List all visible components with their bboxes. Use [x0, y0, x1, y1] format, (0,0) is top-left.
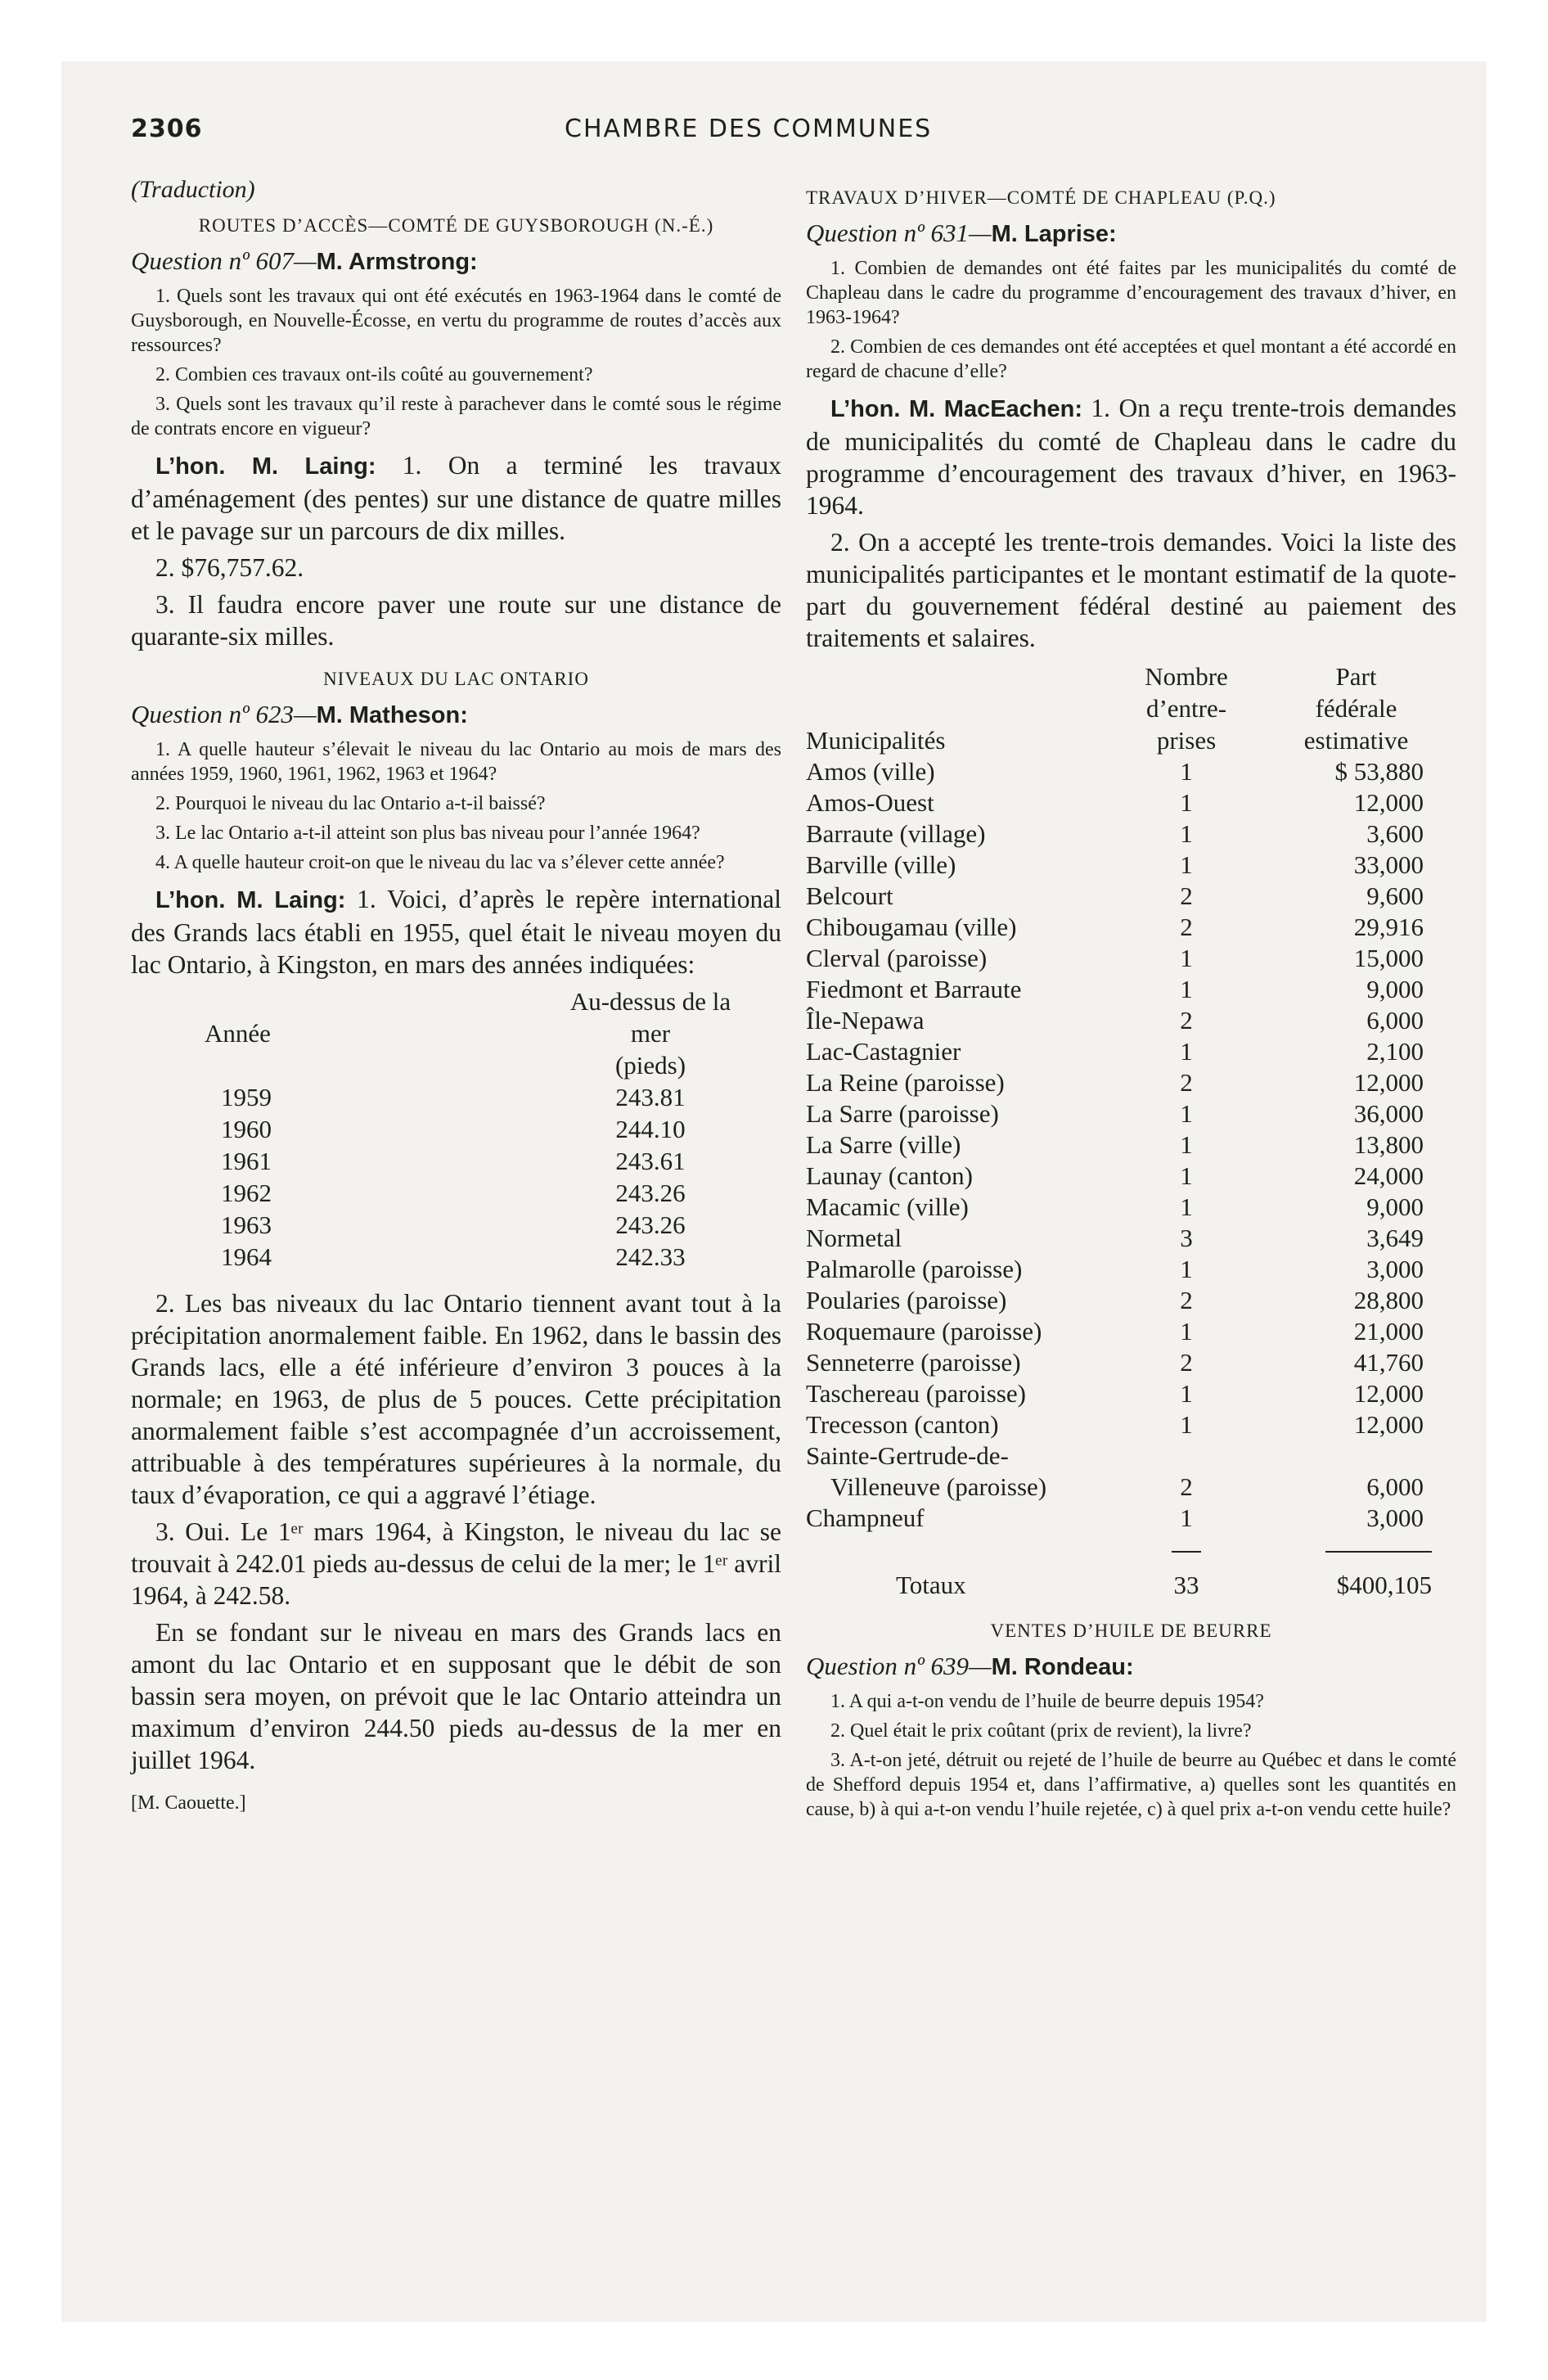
speaker-name: L’hon. M. Laing:: [155, 453, 376, 480]
answer-631-part-1: [806, 392, 1456, 521]
amount-cell: 9,000: [1366, 1192, 1424, 1221]
question-639-heading: [806, 1652, 1456, 1681]
column-header-part-line3: estimative: [1303, 726, 1409, 755]
table-row: [806, 1378, 1456, 1409]
year-cell: 1961: [221, 1147, 272, 1175]
page-number: 2306: [131, 115, 203, 143]
table-header-row: [131, 1049, 753, 1081]
amount-cell: 13,800: [1353, 1130, 1424, 1159]
municipality-name-cell: Île-Nepawa: [806, 1006, 925, 1034]
municipality-name-cell: Poularies (paroisse): [806, 1286, 1007, 1314]
count-cell: 1: [1180, 1130, 1193, 1159]
amount-cell: 28,800: [1353, 1286, 1424, 1314]
answer-text: 1. Voici, d’après le repère international des Grands lacs établi en 1955, quel était le niveau moyen du lac Ontario, à Kingston, en mars des années indiquées:: [131, 885, 782, 979]
answer-631-part-2: 2. On a accepté les trente-trois demandes. Voici la liste des municipalités participantes et le montant estimatif de la quote-part du gouvernement fédéral destiné au paiement des traitements et salaires.: [806, 528, 1456, 652]
table-rule-row: [806, 1534, 1456, 1565]
total-label: Totaux: [896, 1571, 966, 1599]
count-cell: 1: [1180, 819, 1193, 848]
section-title-chapleau: TRAVAUX D’HIVER—COMTÉ DE CHAPLEAU (P.Q.): [806, 187, 1276, 208]
section-title-butter-oil: VENTES D’HUILE DE BEURRE: [990, 1620, 1272, 1641]
table-row: [806, 1440, 1456, 1503]
amount-cell: 12,000: [1353, 788, 1424, 817]
count-cell: 1: [1180, 757, 1193, 786]
column-header-count-line2: d’entre-: [1145, 694, 1227, 723]
year-cell: 1962: [221, 1179, 272, 1207]
count-cell: 2: [1180, 1472, 1193, 1501]
table-header-row: [131, 985, 753, 1049]
municipality-name-cell: Clerval (paroisse): [806, 944, 988, 972]
municipality-name-cell: Launay (canton): [806, 1161, 973, 1190]
table-row: [806, 1067, 1456, 1098]
amount-cell: 2,100: [1366, 1037, 1424, 1066]
count-cell: 2: [1180, 1006, 1193, 1034]
year-cell: 1959: [221, 1083, 272, 1111]
municipality-name-cell: Macamic (ville): [806, 1192, 969, 1221]
count-cell: 2: [1180, 1286, 1193, 1314]
count-cell: 2: [1180, 1348, 1193, 1377]
municipality-name-cell: Amos (ville): [806, 757, 935, 786]
count-cell: 1: [1180, 1037, 1193, 1066]
amount-cell: 21,000: [1353, 1317, 1424, 1346]
lake-levels-table: [131, 985, 753, 1273]
page-header-title: CHAMBRE DES COMMUNES: [565, 115, 933, 143]
municipality-name-line2: Villeneuve (paroisse): [830, 1472, 1047, 1501]
count-cell: 2: [1180, 881, 1193, 910]
municipality-name-cell: Lac-Castagnier: [806, 1037, 961, 1066]
totals-row: [806, 1565, 1456, 1601]
question-623-part-4: 4. A quelle hauteur croit-on que le niveau du lac va s’élever cette année?: [155, 852, 725, 873]
count-cell: 1: [1180, 1161, 1193, 1190]
year-cell: 1960: [221, 1115, 272, 1143]
municipality-name-cell: Senneterre (paroisse): [806, 1348, 1021, 1377]
amount-cell: 3,649: [1366, 1224, 1424, 1252]
amount-cell: 3,000: [1366, 1255, 1424, 1283]
table-row: [806, 1409, 1456, 1440]
table-row: [131, 1145, 753, 1177]
count-cell: 1: [1180, 1379, 1193, 1408]
amount-cell: 9,600: [1366, 881, 1424, 910]
translation-note: (Traduction): [131, 176, 255, 203]
count-cell: 3: [1180, 1224, 1193, 1252]
level-cell: 242.33: [615, 1242, 686, 1271]
amount-cell: 15,000: [1353, 944, 1424, 972]
answer-623-part-1: [131, 883, 781, 980]
count-cell: 1: [1180, 1255, 1193, 1283]
table-row: [806, 1036, 1456, 1067]
count-cell: 1: [1180, 1503, 1193, 1532]
count-cell: 2: [1180, 1068, 1193, 1097]
amount-cell: 24,000: [1353, 1161, 1424, 1190]
left-column: [131, 176, 781, 1834]
municipality-name-cell: Chibougamau (ville): [806, 913, 1017, 941]
table-row: [806, 1254, 1456, 1285]
question-label: Question nº 631—: [806, 219, 992, 247]
municipality-name-cell: Normetal: [806, 1224, 902, 1252]
right-column: [806, 176, 1456, 1827]
question-631-part-1: 1. Combien de demandes ont été faites par les municipalités du comté de Chapleau dans le cadre du programme d’encouragement des travaux d’hiver, en 1963-1964?: [806, 258, 1456, 328]
municipality-name-cell: La Reine (paroisse): [806, 1068, 1005, 1097]
total-rule-count: [1172, 1551, 1201, 1553]
municipality-name-cell: Fiedmont et Barraute: [806, 975, 1022, 1003]
municipality-name-line1: Sainte-Gertrude-de-: [806, 1441, 1009, 1470]
table-header-row: [806, 660, 1456, 692]
column-header-part-line1: Part: [1335, 662, 1377, 691]
question-member: M. Rondeau:: [991, 1654, 1134, 1680]
column-header-level: [548, 985, 753, 1049]
answer-623-part-2: 2. Les bas niveaux du lac Ontario tiennent avant tout à la précipitation anormalement faible. En 1962, dans le bassin des Grands lacs, elle a été inférieure d’environ 3 pouces à la normale; en 1963, de plus de 5 pouces. Cette précipitation anormalement faible s’est accompagnée d’un accroissement, attribuable à des températures supérieures à la normale, du taux d’évaporation, ce qui a aggravé l’étiage.: [131, 1289, 781, 1509]
table-row: [806, 1347, 1456, 1378]
amount-cell: 6,000: [1366, 1006, 1424, 1034]
municipality-name-cell: Roquemaure (paroisse): [806, 1317, 1042, 1346]
count-cell: 1: [1180, 850, 1193, 879]
answer-607-part-1: [131, 449, 781, 547]
table-row: [806, 1503, 1456, 1534]
municipality-name-cell: Trecesson (canton): [806, 1410, 999, 1439]
total-rule-amount: [1325, 1551, 1432, 1553]
level-cell: 244.10: [615, 1115, 686, 1143]
answer-text: 1. On a reçu trente-trois demandes de municipalités du comté de Chapleau dans le cadre du programme d’encouragement des travaux d’hiver, en 1963-1964.: [806, 394, 1456, 520]
question-label: Question nº 623—: [131, 700, 317, 728]
table-row: [806, 818, 1456, 850]
table-row: [131, 1209, 753, 1241]
question-631-part-2: 2. Combien de ces demandes ont été acceptées et quel montant a été accordé en regard de chacune d’elle?: [806, 336, 1456, 382]
question-label: Question nº 607—: [131, 246, 317, 275]
question-623-part-1: 1. A quelle hauteur s’élevait le niveau du lac Ontario au mois de mars des années 1959, 1960, 1961, 1962, 1963 et 1964?: [131, 739, 781, 785]
answer-623-part-3: 3. Oui. Le 1ᵉʳ mars 1964, à Kingston, le niveau du lac se trouvait à 242.01 pieds au-dessus de celui de la mer; le 1ᵉʳ avril 1964, à 242.58.: [131, 1517, 781, 1610]
question-607-heading: [131, 246, 781, 276]
amount-cell: 29,916: [1353, 913, 1424, 941]
table-row: [806, 850, 1456, 881]
municipality-name-cell: La Sarre (paroisse): [806, 1099, 999, 1128]
municipality-name-cell: Barville (ville): [806, 850, 956, 879]
question-639-part-3: 3. A-t-on jeté, détruit ou rejeté de l’huile de beurre au Québec et dans le comté de Shefford depuis 1954 et, dans l’affirmative, a) quelles sont les quantités en cause, b) à qui a-t-on vendu l’huile rejetée, c) à quel prix a-t-on vendu cette huile?: [806, 1750, 1456, 1820]
table-row: [806, 787, 1456, 818]
column-header-part-line2: fédérale: [1315, 694, 1397, 723]
count-cell: 1: [1180, 788, 1193, 817]
speaker-name: L’hon. M. MacEachen:: [830, 396, 1083, 422]
column-header-count-line3: prises: [1156, 726, 1217, 755]
answer-text: 1. On a terminé les travaux d’aménagement (des pentes) sur une distance de quatre milles et le pavage sur un parcours de dix milles.: [131, 451, 781, 545]
column-header-count-line1: Nombre: [1145, 662, 1228, 691]
column-header-level-line1: Au-dessus de la mer: [569, 987, 731, 1048]
speaker-reference: [M. Caouette.]: [131, 1792, 246, 1814]
amount-cell: 36,000: [1353, 1099, 1424, 1128]
question-639-part-2: 2. Quel était le prix coûtant (prix de revient), la livre?: [830, 1720, 1252, 1742]
answer-607-part-2: 2. $76,757.62.: [155, 553, 304, 582]
question-member: M. Armstrong:: [316, 249, 478, 275]
level-cell: 243.61: [615, 1147, 686, 1175]
table-row: [806, 1129, 1456, 1161]
question-631-heading: [806, 219, 1456, 248]
table-row: [806, 1161, 1456, 1192]
municipalities-table: [806, 660, 1456, 1601]
total-count: 33: [1173, 1571, 1199, 1599]
year-cell: 1963: [221, 1210, 272, 1239]
table-row: [806, 1098, 1456, 1129]
table-row: [806, 881, 1456, 912]
amount-cell: 41,760: [1353, 1348, 1424, 1377]
count-cell: 1: [1180, 975, 1193, 1003]
municipalities-table-body: [806, 756, 1456, 1440]
table-row: [806, 943, 1456, 974]
municipality-name-cell: Champneuf: [806, 1503, 925, 1532]
question-623-part-2: 2. Pourquoi le niveau du lac Ontario a-t-il baissé?: [155, 793, 546, 814]
speaker-name: L’hon. M. Laing:: [155, 887, 346, 913]
question-label: Question nº 639—: [806, 1652, 992, 1680]
table-header-row: [806, 724, 1456, 756]
column-header-level-line2: (pieds): [614, 1051, 686, 1080]
amount-cell: $ 53,880: [1334, 757, 1424, 786]
amount-cell: 12,000: [1353, 1068, 1424, 1097]
question-623-heading: [131, 700, 781, 729]
section-title-guysborough: ROUTES D’ACCÈS—COMTÉ DE GUYSBOROUGH (N.-É.): [198, 215, 714, 236]
amount-cell: 6,000: [1366, 1472, 1424, 1501]
amount-cell: 33,000: [1353, 850, 1424, 879]
amount-cell: 3,000: [1366, 1503, 1424, 1532]
municipality-name-cell: Belcourt: [806, 881, 893, 910]
answer-607-part-3: 3. Il faudra encore paver une route sur une distance de quarante-six milles.: [131, 590, 781, 651]
municipality-name-cell: Taschereau (paroisse): [806, 1379, 1026, 1408]
question-607-part-2: 2. Combien ces travaux ont-ils coûté au gouvernement?: [155, 364, 593, 385]
municipality-name-cell: [806, 1440, 1117, 1503]
count-cell: 1: [1180, 944, 1193, 972]
municipality-name-cell: Amos-Ouest: [806, 788, 934, 817]
table-row: [131, 1113, 753, 1145]
question-623-part-3: 3. Le lac Ontario a-t-il atteint son plus bas niveau pour l’année 1964?: [155, 823, 700, 844]
table-header-row: [806, 692, 1456, 724]
count-cell: 1: [1180, 1317, 1193, 1346]
answer-623-part-4: En se fondant sur le niveau en mars des Grands lacs en amont du lac Ontario et en supposant que le débit de son bassin sera moyen, on prévoit que le lac Ontario atteindra un maximum d’environ 244.50 pieds au-dessus de la mer en juillet 1964.: [131, 1618, 781, 1774]
level-cell: 243.26: [615, 1179, 686, 1207]
table-row: [806, 1316, 1456, 1347]
question-member: M. Laprise:: [991, 221, 1117, 247]
level-cell: 243.81: [615, 1083, 686, 1111]
question-607-part-1: 1. Quels sont les travaux qui ont été exécutés en 1963-1964 dans le comté de Guysborough, en Nouvelle-Écosse, en vertu du programme de routes d’accès aux ressources?: [131, 286, 781, 356]
question-607-part-3: 3. Quels sont les travaux qu’il reste à parachever dans le comté sous le régime de contrats encore en vigueur?: [131, 394, 781, 439]
table-row: [806, 912, 1456, 943]
table-row: [131, 1241, 753, 1273]
count-cell: 1: [1180, 1099, 1193, 1128]
count-cell: 2: [1180, 913, 1193, 941]
municipality-name-cell: Palmarolle (paroisse): [806, 1255, 1023, 1283]
municipality-name-cell: Barraute (village): [806, 819, 986, 848]
table-row: [806, 1005, 1456, 1036]
amount-cell: 9,000: [1366, 975, 1424, 1003]
year-cell: 1964: [221, 1242, 272, 1271]
table-row: [806, 1285, 1456, 1316]
amount-cell: 12,000: [1353, 1410, 1424, 1439]
count-cell: 1: [1180, 1192, 1193, 1221]
question-member: M. Matheson:: [316, 702, 468, 728]
total-amount: $400,105: [1336, 1571, 1432, 1599]
table-row: [806, 1192, 1456, 1223]
table-row: [131, 1177, 753, 1209]
level-cell: 243.26: [615, 1210, 686, 1239]
municipality-name-cell: La Sarre (ville): [806, 1130, 961, 1159]
column-header-year: Année: [205, 1019, 271, 1048]
table-row: [131, 1081, 753, 1113]
count-cell: 1: [1180, 1410, 1193, 1439]
question-639-part-1: 1. A qui a-t-on vendu de l’huile de beurre depuis 1954?: [830, 1691, 1264, 1712]
amount-cell: 3,600: [1366, 819, 1424, 848]
table-row: [806, 974, 1456, 1005]
column-header-municipality: Municipalités: [806, 726, 946, 755]
table-row: [806, 1223, 1456, 1254]
section-title-lake-ontario: NIVEAUX DU LAC ONTARIO: [323, 669, 589, 689]
table-row: [806, 756, 1456, 787]
amount-cell: 12,000: [1353, 1379, 1424, 1408]
